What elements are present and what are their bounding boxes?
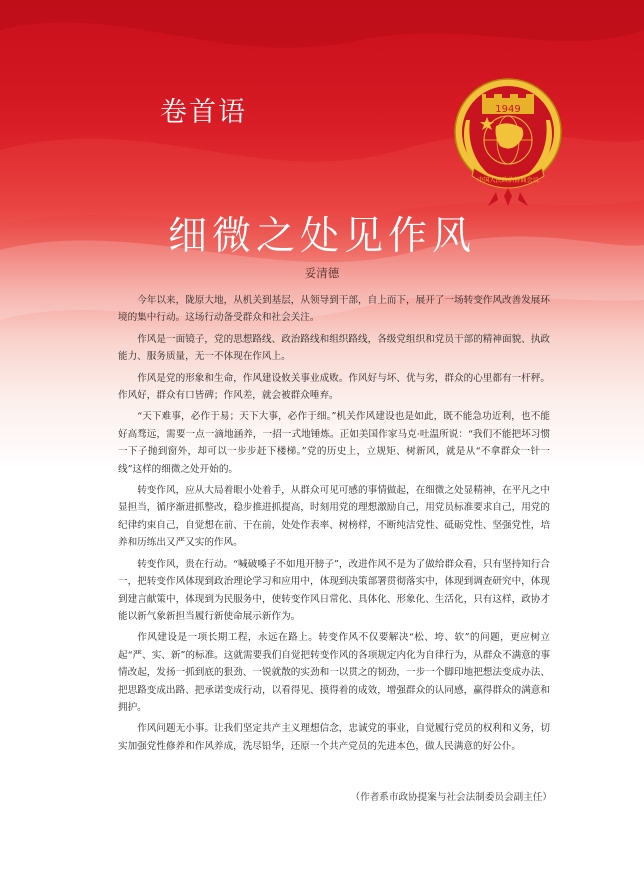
column-title: 卷首语	[160, 97, 247, 128]
paragraph: 作风问题无小事。让我们坚定共产主义理想信念，忠诚党的事业，自觉履行党员的权利和义务，切实加强党性修养和作风养成，洗尽铅华，还原一个共产党员的先进本色，做人民满意的好公仆。	[118, 723, 550, 752]
article-title: 细微之处见作风	[167, 214, 476, 259]
author-note: （作者系市政协提案与社会法制委员会副主任）	[350, 792, 552, 803]
paragraph: 转变作风，贵在行动。“喊破嗓子不如甩开膀子”，改进作风不是为了做给群众看，只有坚持知行合一，把转变作风体现到政治理论学习和应用中，体现到决策部署贯彻落实中，体现到调查研究中，体现到建言献策中，体现到为民服务中，使转变作风日常化、具体化、形象化、生活化，只有这样，政协才能以新气象新担当履行新使命展示新作为。	[118, 558, 550, 622]
paragraph: 作风是党的形象和生命，作风建设攸关事业成败。作风好与坏、优与劣，群众的心里都有一杆秤。作风好，群众有口皆碑；作风差，就会被群众唾弃。	[118, 372, 550, 402]
emblem-year: 1949	[495, 104, 521, 115]
author-name: 妥清德	[304, 266, 340, 280]
paragraph: 今年以来，陇原大地，从机关到基层，从领导到干部，自上而下，展开了一场转变作风改善发展环境的集中行动。这场行动备受群众和社会关注。	[118, 295, 550, 324]
paragraph: 作风建设是一项长期工程，永远在路上。转变作风不仅要解决“松、垮、软”的问题，更应树立起“严、实、新”的标准。这就需要我们自觉把转变作风的各项规定内化为自律行为，从群众不满意的事情改起，发扬一抓到底的狠劲、一锐就散的实劲和一以贯之的韧劲，一步一个脚印地把想法变成办法、把思路变成出路、把承诺变成行动，以看得见、摸得着的成效，增强群众的认同感，赢得群众的满意和拥护。	[118, 632, 550, 713]
emblem-ring-text: 中国人民政治协商会议	[477, 177, 539, 184]
paragraph: 作风是一面镜子，党的思想路线、政治路线和组织路线，各级党组织和党员干部的精神面貌、执政能力、服务质量，无一不体现在作风上。	[118, 333, 550, 363]
article-body	[118, 292, 550, 759]
paragraph: 转变作风，应从大局着眼小处着手，从群众可见可感的事情做起，在细微之处显精神，在平凡之中显担当，循序渐进抓整改，稳步推进抓提高，时刻用党的理想激励自己，用党员标准要求自己，用党的纪律约束自己，自觉想在前、干在前，处处作表率、树榜样，不断纯洁党性、砥砺党性、坚强党性，培养和历练出又严又实的作风。	[118, 485, 550, 549]
paragraph: “天下难事，必作于易；天下大事，必作于细。”机关作风建设也是如此，既不能急功近利，也不能好高骛远，需要一点一滴地涵养，一招一式地锤炼。正如美国作家马克·吐温所说：“我们不能把坏习惯一下子抛到窗外，却可以一步步赶下楼梯。”党的历史上，立规矩、树新风，就是从“不拿群众一针一线”这样的细微之处开始的。	[118, 411, 550, 475]
cppcc-emblem-icon	[452, 72, 564, 206]
